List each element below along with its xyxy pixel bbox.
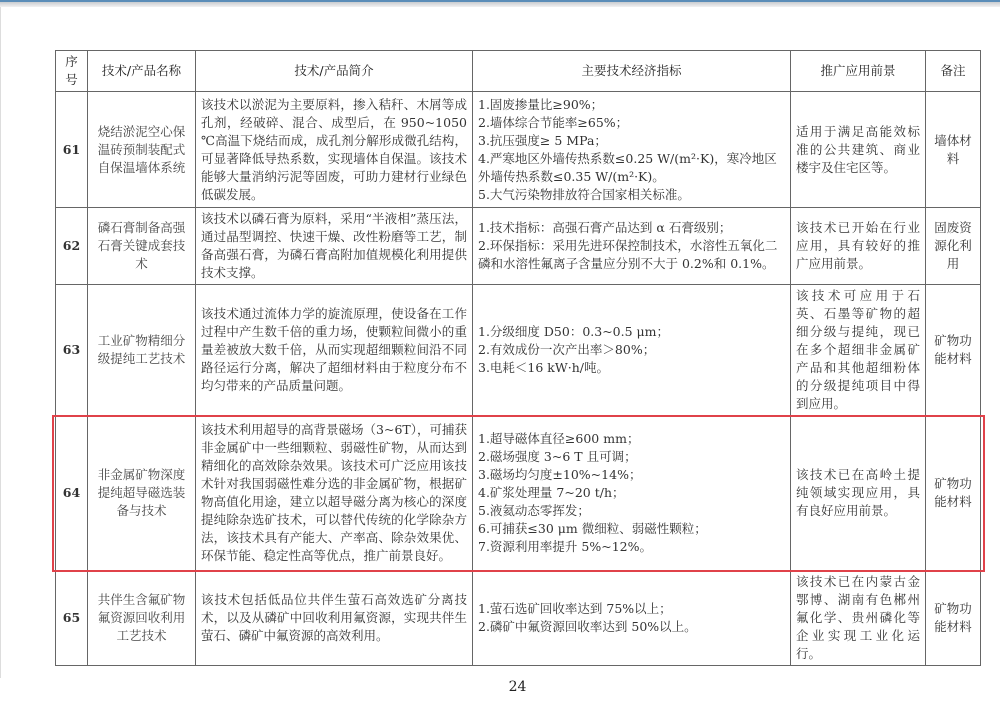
- indicator-item: 1.超导磁体直径≥600 mm；: [478, 431, 640, 446]
- indicator-item: 2.有效成份一次产出率＞80%；: [478, 342, 656, 357]
- note: 矿物功能材料: [926, 416, 981, 571]
- note: 固废资源化利用: [926, 208, 981, 285]
- tech-name: 烧结淤泥空心保温砖预制装配式自保温墙体系统: [88, 92, 196, 208]
- technology-table: [55, 50, 981, 666]
- table-row: [56, 92, 981, 208]
- header-indicators: 主要技术经济指标: [473, 51, 791, 92]
- indicators-cell: [473, 92, 791, 208]
- indicators-cell: [473, 208, 791, 285]
- tech-intro: 该技术以淤泥为主要原料，掺入秸秆、木屑等成孔剂，经破碎、混合、成型后，在 950~1050 ℃高温下烧结而成，成孔剂分解形成微孔结构，可显著降低导热系数，实现墙体自保温。该技术能够大量消纳污泥等固废，可助力建材行业绿色低碳发展。: [196, 92, 473, 208]
- row-number: 61: [56, 92, 88, 208]
- indicator-item: 3.抗压强度≥ 5 MPa；: [478, 132, 607, 148]
- prospect: 该技术已在高岭土提纯领域实现应用，具有良好应用前景。: [791, 416, 926, 571]
- tech-name: 共伴生含氟矿物氟资源回收利用工艺技术: [88, 571, 196, 666]
- indicators-cell: [473, 571, 791, 666]
- indicator-item: 6.可捕获≤30 μm 微细粒、弱磁性颗粒；: [478, 521, 707, 536]
- tech-intro: 该技术包括低品位共伴生萤石高效选矿分离技术，以及从磷矿中回收利用氟资源，实现共伴生萤石、磷矿中氟资源的高效利用。: [196, 571, 473, 666]
- note: 矿物功能材料: [926, 571, 981, 666]
- row-number: 65: [56, 571, 88, 666]
- header-name: 技术/产品名称: [88, 51, 196, 92]
- row-number: 63: [56, 285, 88, 416]
- indicator-item: 4.严寒地区外墙传热系数≤0.25 W/(m²·K)，寒冷地区外墙传热系数≤0.35 W/(m²·K)。: [478, 150, 777, 184]
- row-number: 64: [56, 416, 88, 571]
- indicator-item: 4.矿浆处理量 7~20 t/h；: [478, 485, 625, 500]
- table-row: [56, 571, 981, 666]
- header-note: 备注: [926, 51, 981, 92]
- indicator-item: 2.环保指标：采用先进环保控制技术，水溶性五氧化二磷和水溶性氟离子含量应分别不大于 0.2%和 0.1%。: [478, 238, 778, 271]
- indicator-item: 7.资源利用率提升 5%~12%。: [478, 539, 652, 554]
- table-header-row: [56, 51, 981, 92]
- row-number: 62: [56, 208, 88, 285]
- table-row: [56, 285, 981, 416]
- indicator-item: 1.萤石选矿回收率达到 75%以上；: [478, 601, 672, 616]
- table-row: [56, 416, 981, 571]
- indicator-item: 5.大气污染物排放符合国家相关标准。: [478, 186, 690, 202]
- indicator-item: 2.墙体综合节能率≥65%；: [478, 114, 629, 130]
- table-row: [56, 208, 981, 285]
- prospect: 该技术已开始在行业应用，具有较好的推广应用前景。: [791, 208, 926, 285]
- header-no: 序号: [56, 51, 88, 92]
- prospect: 该技术已在内蒙古金鄂博、湖南有色郴州氟化学、贵州磷化等企业实现工业化运行。: [791, 571, 926, 666]
- note: 墙体材料: [926, 92, 981, 208]
- indicator-item: 1.固废掺量比≥90%；: [478, 96, 604, 112]
- tech-intro: 该技术利用超导的高背景磁场（3~6T），可捕获非金属矿中一些细颗粒、弱磁性矿物，从而达到精细化的高效除杂效果。该技术可广泛应用该技术针对我国弱磁性难分选的非金属矿物，根据矿物高值化用途，建立以超导磁分离为核心的深度提纯除杂选矿技术，可以替代传统的化学除杂方法，该技术具有产能大、产率高、除杂效果优、环保节能、稳定性高等优点，推广前景良好。: [196, 416, 473, 571]
- prospect: 适用于满足高能效标准的公共建筑、商业楼宇及住宅区等。: [791, 92, 926, 208]
- prospect: 该技术可应用于石英、石墨等矿物的超细分级与提纯，现已在多个超细非金属矿产品和其他超细粉体的分级提纯项目中得到应用。: [791, 285, 926, 416]
- tech-name: 磷石膏制备高强石膏关键成套技术: [88, 208, 196, 285]
- indicators-cell: [473, 285, 791, 416]
- header-intro: 技术/产品简介: [196, 51, 473, 92]
- indicator-item: 3.磁场均匀度±10%~14%；: [478, 467, 642, 482]
- tech-intro: 该技术以磷石膏为原料，采用“半液相”蒸压法，通过晶型调控、快速干燥、改性粉磨等工艺，制备高强石膏，为磷石膏高附加值规模化利用提供技术支撑。: [196, 208, 473, 285]
- indicator-item: 5.液氦动态零挥发；: [478, 503, 590, 518]
- indicator-item: 1.技术指标：高强石膏产品达到 α 石膏级别；: [478, 220, 732, 235]
- tech-name: 非金属矿物深度提纯超导磁选装备与技术: [88, 416, 196, 571]
- indicator-item: 2.磁场强度 3~6 T 且可调；: [478, 449, 637, 464]
- note: 矿物功能材料: [926, 285, 981, 416]
- indicators-cell: [473, 416, 791, 571]
- indicator-item: 1.分级细度 D50：0.3~0.5 μm；: [478, 324, 670, 339]
- tech-intro: 该技术通过流体力学的旋流原理，使设备在工作过程中产生数千倍的重力场，使颗粒间微小的重量差被放大数千倍，从而实现超细颗粒间沿不同路径运行分离，解决了超细材料由于粒度分布不均匀带来的产品质量问题。: [196, 285, 473, 416]
- page-number: 24: [508, 679, 527, 695]
- indicator-item: 2.磷矿中氟资源回收率达到 50%以上。: [478, 619, 697, 634]
- tech-name: 工业矿物精细分级提纯工艺技术: [88, 285, 196, 416]
- indicator-item: 3.电耗＜16 kW·h/吨。: [478, 360, 609, 375]
- header-prospect: 推广应用前景: [791, 51, 926, 92]
